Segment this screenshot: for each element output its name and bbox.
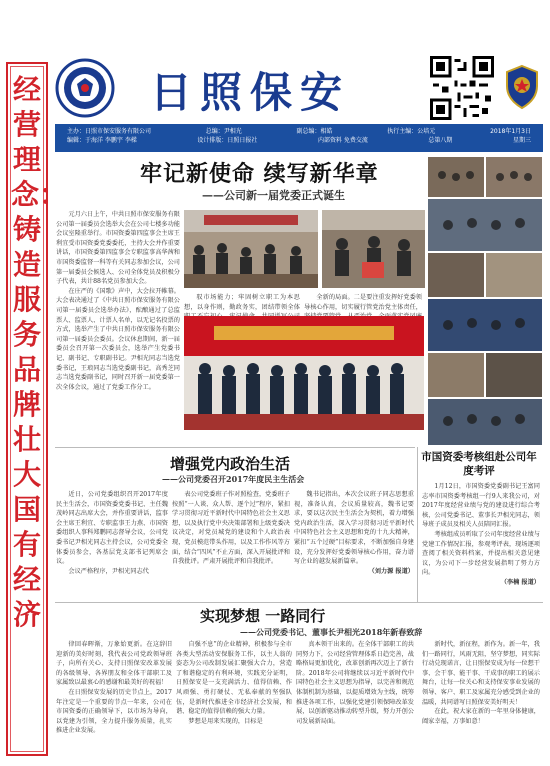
article1-col2-para1: 驭市场能力；牢固树立职工为本思想，以身作则，勤政务实，团结带领全体 [184, 294, 300, 311]
meeting-photo-icon [184, 210, 318, 288]
section-divider-2 [55, 602, 543, 603]
article2-col3-para1: 魏书记指出，本次会议班子同志思想重视，准备认真，会议质量较高，魏书记要求，要以这次民主生活会为契机，着力增强党内政治生活，深入学习贯彻习近平新时代中国特色社会主义思想和党的十九大精神，紧扣“五个过硬”目标要求，不断加强自身建设，充分发挥好党委领导核心作用，奋力谱写企业的越发展新篇章。 [294, 491, 414, 566]
article3-col1-para1: 律回春晖渐，万象始更新。在这辞旧迎新的美好时刻，我代表公司党政领导班子，向所有关心、支持日照保安改革发展的各级领导、各界朋友和全体干部职工及家属致以最衷心的感谢和最美好的祝福！ [56, 641, 172, 687]
article3-headline: 实现梦想 一路同行 [200, 607, 326, 625]
article3-col2-para2: 梦想是用来实现的，目标是 [188, 717, 263, 725]
article3-column-2 [176, 640, 292, 760]
article3-column-3 [296, 640, 414, 760]
article2-subheadline: ——公司党委召开2017年度民主生活会 [162, 474, 305, 484]
article1-col3-para1: 全新的局面。二是要注重发挥好党委领导核心作用，切实履行管党治党主体责任， [304, 294, 422, 311]
article1-column-1 [56, 210, 180, 448]
article2-col1-para2: 会议严格程序，尹相光同志代 [68, 567, 149, 575]
article3-column-1 [56, 640, 172, 760]
vertical-banner [6, 62, 68, 756]
article3-col4-para1: 新时代，新征程，新作为。新一年，我们一路同行，风雨无阻，坚守梦想，同实际行动兑现诺言，让日照保安成为每一位想干事、会干事、能干事、干成事的职工的展示舞台，让每一位关心和支持保安事业发展的领导、客户、职工及家属充分感受到企业的温暖，共同谱写日照保安美好明天！ [422, 641, 540, 706]
article3-col1-para2: 在日照保安发展的历史节点上，2017年注定是一个重要的节点一年来，公司在市国资委的正确领导下，以市场为导向，以党建为引领，全力提升服务质量，扎实推进企业发展。 [56, 688, 172, 735]
section-divider [55, 447, 415, 448]
masthead [55, 58, 423, 120]
side-headline: 市国资委考核组赴公司年度考评 [421, 451, 537, 477]
article3-col4-para2: 在此，祝大家在新的一年里身体健康，阖家幸福，万事如意！ [422, 708, 540, 725]
article2-column-1 [56, 490, 168, 598]
article2-column-3 [294, 490, 414, 598]
article2-byline: （刘力源 报道） [368, 567, 414, 575]
article3-column-4 [422, 640, 540, 760]
article1-headline: 牢记新使命 续写新华章 [140, 161, 379, 187]
article3-col3-para1: 真本领干出来的。在全体干部职工的共同努力下，公司经营管理体系日趋完善，战略格局更加优化，改革创新再次迈上了新台阶。2018年公司将继续以习近平新时代中国特色社会主义思想为指导，以完善和规范体制机制为基础，以提质增效为主线，统筹推进各项工作，以强化党建引领保障改革发展，以创新驱动推动转型升级，努力开创公司发展新局面。 [296, 641, 414, 725]
article3-col2-para1: 自强不息”的企业精神，积极参与全市各类大型活动安保服务工作，以主人翁的姿态为公司改制发展汇聚强大合力，营造了和谐稳定的有利环境，实践充分证明，日照保安是一支充满活力、值得信赖、作风顽强、勇打硬仗、无私奉献的坚强队伍，是新时代推进全市经济社会发展，和谐、稳定的值得信赖的强大力量。 [176, 641, 292, 716]
article3-subheadline: ——公司党委书记、董事长尹相光2018年新春致辞 [240, 627, 423, 637]
side-byline: （李楠 报道） [500, 578, 540, 586]
info-layout: 设计排版：日照日报社 [197, 137, 258, 144]
article1-photo-group [184, 316, 424, 430]
publication-info-bar [55, 124, 543, 152]
info-weekday: 星期三 [512, 137, 531, 144]
banner-slogan: 经营理念：铸造服务品牌 壮大国有经济 [11, 73, 68, 631]
article1-col1-para2: 在庄严的《国歌》声中，大会拉开帷幕。大会表决通过了《中共日照市保安服务有限公司第一届委员会选举办法》，酝酿通过了总监票人、监票人、计票人名单，以无记名投票的方式，选举产生了中共日照市保安服务有限公司第一届委员会委员。会议休息期间，新一届委员会召开第一次委员会，选举产生党委书记、副书记、专职副书记。尹相光同志当选党委书记，王琅同志当选党委副书记，高秀芝同志当选党委副书记，同时召开新一届党委第一次全体会议，通过了党委工作分工。 [56, 287, 180, 391]
group-photo-icon [184, 316, 424, 430]
info-deputy-editor: 副总编：相皓 [296, 128, 333, 135]
article2-column-2 [172, 490, 290, 598]
qr-code-icon [430, 56, 494, 120]
info-date: 2018年1月3日 [490, 128, 531, 135]
article1-subheadline: ——公司新一届党委正式诞生 [202, 189, 345, 202]
info-row-1 [67, 127, 531, 136]
info-editors: 编辑：于海洋 李鹏宇 李樑 [67, 137, 137, 144]
security-badge-icon [503, 64, 541, 110]
info-row-2 [67, 136, 531, 145]
side-divider [417, 447, 418, 602]
info-exec-editor: 执行主编：公培元 [387, 128, 436, 135]
article1-photo-voting [184, 210, 318, 288]
photo-collage [428, 157, 542, 445]
article1-col1-para1: 元月六日上午，中共日照市保安服务有限公司第一届委员会选举大会在公司七楼多功能会议室隆重举行。市国资委第四监事会主席王利宜受市国资委党委委托，主持大会并作重要讲话，市国资委第四监事会专职监事高华茜和市国资委监督一科等有关同志参加会议，公司第一届委员会候选人、公司全体党员及积极分子代表，共计88名党员参加大会。 [56, 211, 180, 286]
company-logo-icon [55, 58, 115, 118]
info-host: 主办：日照市保安服务有限公司 [67, 128, 152, 135]
side-para1: 1月12日，市国资委党委副书记王富同志率市国资委考核组一行9人来我公司，对2017年度经营业绩与党的建设进行综合考核，公司党委书记、董事长尹相光同志，领导班子成员及相关人员陪同汇报。 [422, 483, 540, 529]
article2-headline: 增强党内政治生活 [170, 455, 291, 473]
side-para2: 考核组成员听取了公司年度经营业绩与党建工作情况汇报，参观考评表，现场逐项查阅了相关资料档案，并提出相关意见建议，为公司下一步经营发展指明了努力方向。 [422, 530, 540, 577]
newspaper-title: 日照保安 [150, 68, 351, 117]
info-issue: 总第八期 [428, 137, 453, 144]
collage-photos-icon [428, 157, 542, 445]
info-internal: 内部资料 免费交流 [317, 137, 368, 144]
article1-photo-ballot [322, 210, 425, 288]
article2-col1-para1: 近日，公司党委组织召开2017年度民主生活会，市国资委党委书记、主任魏茂岭同志出席大会，并作重要讲话，监事会主席王利宜、专职监事王力燕、市国资委组织人事科郑鹏同志督导会议，公司党委书记尹相光同志主持会议，公司党委全体委员参会，各基层党支部书记列席会议。 [56, 491, 168, 566]
side-column [422, 482, 540, 600]
ballot-photo-icon [322, 210, 425, 288]
article2-col2-para1: 表公司党委班子作对照检查，党委班子按照“一人谈、众人帮、逐个过”程序，紧扣学习贯彻习近平新时代中国特色社会主义思想，以及执行党中央决策部署和上级党委决议决定，对党员城党的建设和个人政治表现，党员模范带头作用，以及工作作风等方面，结合“四风”不止方面，深入开展批评和自我批评。严肃开展批评和自我批评。 [172, 491, 290, 566]
info-chief-editor: 总编：尹相光 [205, 128, 242, 135]
